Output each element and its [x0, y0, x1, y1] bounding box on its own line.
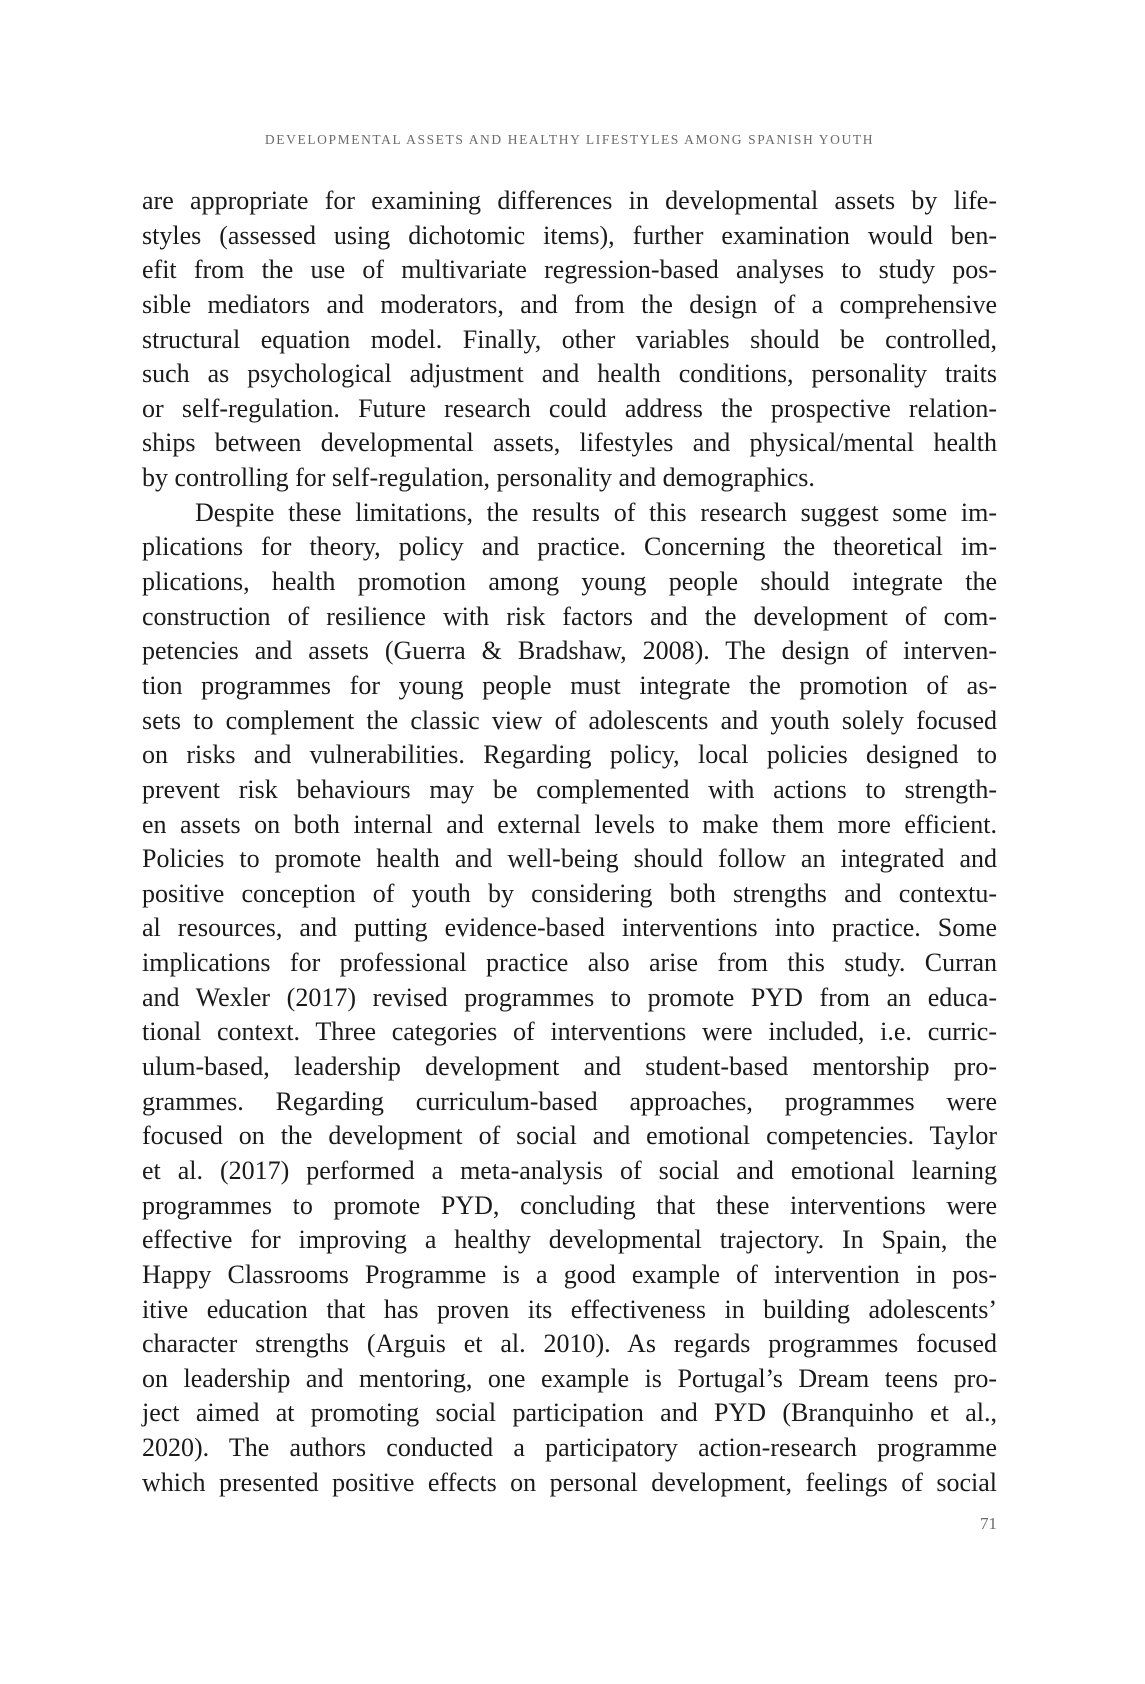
text-line: character strengths (Arguis et al. 2010). As regards programmes focused	[142, 1329, 997, 1359]
text-line: tional context. Three categories of interventions were included, i.e. curric-	[142, 1017, 997, 1047]
text-line: on risks and vulnerabilities. Regarding policy, local policies designed to	[142, 740, 997, 770]
text-line: on leadership and mentoring, one example is Portugal’s Dream teens pro-	[142, 1363, 997, 1393]
page-number: 71	[980, 1514, 997, 1533]
text-line: positive conception of youth by considering both strengths and contextu-	[142, 878, 997, 908]
text-line: sible mediators and moderators, and from the design of a comprehensive	[142, 289, 997, 319]
paragraph	[142, 496, 997, 1501]
text-line: sets to complement the classic view of adolescents and youth solely focused	[142, 705, 997, 735]
text-line: which presented positive effects on personal development, feelings of social	[142, 1467, 997, 1497]
body-text	[142, 184, 997, 1500]
text-line: tion programmes for young people must integrate the promotion of as-	[142, 670, 997, 700]
text-line: such as psychological adjustment and health conditions, personality traits	[142, 359, 997, 389]
text-line: Happy Classrooms Programme is a good example of intervention in pos-	[142, 1259, 997, 1289]
text-line: effective for improving a healthy developmental trajectory. In Spain, the	[142, 1225, 997, 1255]
text-line: et al. (2017) performed a meta-analysis of social and emotional learning	[142, 1155, 997, 1185]
text-line: Policies to promote health and well-being should follow an integrated and	[142, 844, 997, 874]
text-line: prevent risk behaviours may be complemented with actions to strength-	[142, 774, 997, 804]
text-line: focused on the development of social and emotional competencies. Taylor	[142, 1121, 997, 1151]
text-line: structural equation model. Finally, other variables should be controlled,	[142, 324, 997, 354]
text-line: al resources, and putting evidence-based interventions into practice. Some	[142, 913, 997, 943]
paragraph	[142, 184, 997, 496]
text-line: styles (assessed using dichotomic items), further examination would ben-	[142, 220, 997, 250]
text-line: programmes to promote PYD, concluding that these interventions were	[142, 1190, 997, 1220]
text-line: itive education that has proven its effectiveness in building adolescents’	[142, 1294, 997, 1324]
text-line: ships between developmental assets, lifestyles and physical/mental health	[142, 428, 997, 458]
text-line: are appropriate for examining differences in developmental assets by life-	[142, 186, 997, 215]
text-line: construction of resilience with risk factors and the development of com-	[142, 601, 997, 631]
running-head: DEVELOPMENTAL ASSETS AND HEALTHY LIFESTYLES AMONG SPANISH YOUTH	[264, 132, 875, 147]
text-line: and Wexler (2017) revised programmes to promote PYD from an educa-	[142, 982, 997, 1012]
text-line: efit from the use of multivariate regression-based analyses to study pos-	[142, 255, 997, 285]
text-line: implications for professional practice also arise from this study. Curran	[142, 948, 997, 978]
text-line: Despite these limitations, the results of this research suggest some im-	[195, 497, 997, 527]
text-line: plications, health promotion among young people should integrate the	[142, 567, 997, 597]
text-line: 2020). The authors conducted a participatory action-research programme	[142, 1433, 997, 1463]
text-line: or self-regulation. Future research could address the prospective relation-	[142, 393, 997, 423]
text-line: ject aimed at promoting social participation and PYD (Branquinho et al.,	[142, 1398, 997, 1428]
text-line: en assets on both internal and external levels to make them more efficient.	[142, 809, 997, 839]
text-line: petencies and assets (Guerra & Bradshaw, 2008). The design of interven-	[142, 636, 997, 666]
text-line: grammes. Regarding curriculum-based approaches, programmes were	[142, 1086, 997, 1116]
text-line: plications for theory, policy and practice. Concerning the theoretical im-	[142, 532, 997, 562]
text-line: by controlling for self-regulation, personality and demographics.	[142, 463, 815, 493]
text-line: ulum-based, leadership development and student-based mentorship pro-	[142, 1052, 997, 1082]
